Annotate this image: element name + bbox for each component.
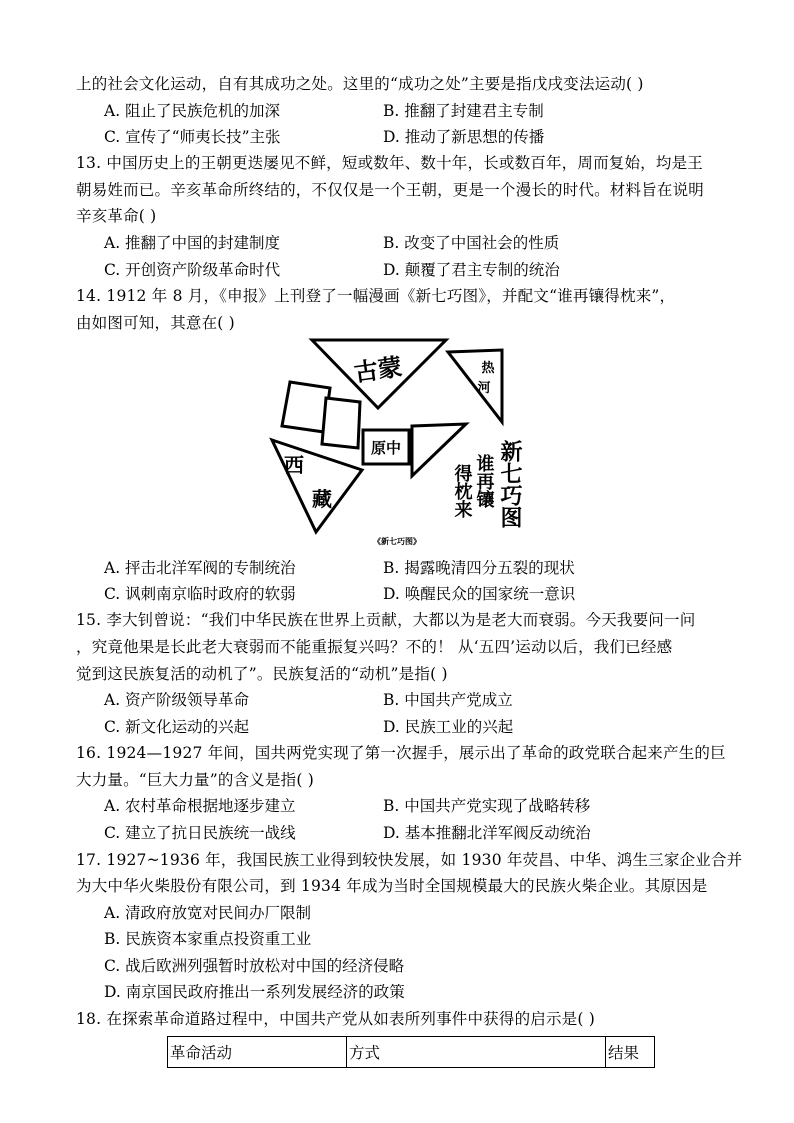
q13-option-c[interactable]: C. 开创资产阶级革命时代 <box>104 261 281 279</box>
tangram-cartoon-figure <box>266 336 528 548</box>
piece-rectangle <box>322 398 360 448</box>
piece-right-label-2: 河 <box>477 381 491 396</box>
q15-stem-line1: 15. 李大钊曾说：“我们中华民族在世界上贡献，大都以为是老大而衰弱。今天我要问一问 <box>76 611 696 629</box>
q13-option-d[interactable]: D. 颠覆了君主专制的统治 <box>383 261 560 279</box>
table-header-activity: 革命活动 <box>168 1037 347 1068</box>
q18-stem: 18. 在探索革命道路过程中，中国共产党从如表所列事件中获得的启示是( ) <box>76 1010 596 1028</box>
q14-stem-line1: 14. 1912 年 8 月，《申报》上刊登了一幅漫画《新七巧图》，并配文“谁再镶得枕来”， <box>76 287 676 305</box>
q14-option-a[interactable]: A. 抨击北洋军阀的专制统治 <box>104 559 296 577</box>
q14-stem-line2: 由如图可知，其意在( ) <box>76 314 235 332</box>
q17-stem-line2: 为大中华火柴股份有限公司，到 1934 年成为当时全国规模最大的民族火柴企业。其原因是 <box>76 877 708 895</box>
q12-option-a[interactable]: A. 阻止了民族危机的加深 <box>104 102 281 120</box>
piece-left-label-2: 藏 <box>312 487 332 511</box>
q12-option-c[interactable]: C. 宣传了“师夷长技”主张 <box>104 128 281 146</box>
title-column-3: 得枕来 <box>451 464 473 518</box>
q17-stem-line1: 17. 1927~1936 年，我国民族工业得到较快发展，如 1930 年荧昌、中华、鸿生三家企业合并 <box>76 851 743 869</box>
figure-caption: 《新七巧图》 <box>373 537 421 546</box>
piece-right-label-1: 热 <box>481 361 495 376</box>
q16-option-a[interactable]: A. 农村革命根据地逐步建立 <box>104 797 296 815</box>
title-column-2: 谁再镶 <box>473 454 495 508</box>
piece-top-label: 古蒙 <box>352 351 404 388</box>
q13-stem-line2: 朝易姓而已。辛亥革命所终结的，不仅仅是一个王朝，更是一个漫长的时代。材料旨在说明 <box>76 181 705 199</box>
q17-option-d[interactable]: D. 南京国民政府推出一系列发展经济的政策 <box>104 983 405 1001</box>
q13-option-b[interactable]: B. 改变了中国社会的性质 <box>383 234 560 252</box>
q16-stem-line2: 大力量。“巨大力量”的含义是指( ) <box>76 771 314 789</box>
title-column-1: 新七巧图 <box>497 440 523 528</box>
q15-option-c[interactable]: C. 新文化运动的兴起 <box>104 718 250 736</box>
q14-option-b[interactable]: B. 揭露晚清四分五裂的现状 <box>383 559 575 577</box>
q16-option-d[interactable]: D. 基本推翻北洋军阀反动统治 <box>383 824 591 842</box>
q17-option-a[interactable]: A. 清政府放宽对民间办厂限制 <box>104 904 312 922</box>
q15-stem-line3: 觉到这民族复活的动机了”。民族复活的“动机”是指( ) <box>76 665 448 683</box>
q15-option-a[interactable]: A. 资产阶级领导革命 <box>104 691 250 709</box>
q16-option-b[interactable]: B. 中国共产党实现了战略转移 <box>383 797 591 815</box>
q12-option-b[interactable]: B. 推翻了封建君主专制 <box>383 102 544 120</box>
q12-stem: 上的社会文化运动，自有其成功之处。这里的“成功之处”主要是指戊戌变法运动( ) <box>76 75 644 93</box>
table-header-result: 结果 <box>606 1037 655 1068</box>
q13-stem-line1: 13. 中国历史上的王朝更迭屡见不鲜，短或数年、数十年，长或数百年，周而复始，均是王 <box>76 154 703 172</box>
q14-option-c[interactable]: C. 讽刺南京临时政府的软弱 <box>104 585 296 603</box>
q18-table <box>167 1036 655 1068</box>
piece-left-label-1: 西 <box>284 453 304 477</box>
piece-center-label: 原中 <box>370 439 402 457</box>
q13-stem-line3: 辛亥革命( ) <box>76 207 157 225</box>
q17-option-c[interactable]: C. 战后欧洲列强暂时放松对中国的经济侵略 <box>104 957 405 975</box>
q15-option-b[interactable]: B. 中国共产党成立 <box>383 691 513 709</box>
q16-option-c[interactable]: C. 建立了抗日民族统一战线 <box>104 824 296 842</box>
q17-option-b[interactable]: B. 民族资本家重点投资重工业 <box>104 930 312 948</box>
q15-option-d[interactable]: D. 民族工业的兴起 <box>383 718 514 736</box>
q13-option-a[interactable]: A. 推翻了中国的封建制度 <box>104 234 281 252</box>
q14-option-d[interactable]: D. 唤醒民众的国家统一意识 <box>383 585 576 603</box>
table-header-method: 方式 <box>347 1037 606 1068</box>
q15-stem-line2: ，究竟他果是长此老大衰弱而不能重振复兴吗？不的！ 从‘五四’运动以后，我们已经感 <box>76 638 673 656</box>
q16-stem-line1: 16. 1924—1927 年间，国共两党实现了第一次握手，展示出了革命的政党联合起来产生的巨 <box>76 744 726 762</box>
q12-option-d[interactable]: D. 推动了新思想的传播 <box>383 128 545 146</box>
table-header-row <box>168 1037 655 1068</box>
